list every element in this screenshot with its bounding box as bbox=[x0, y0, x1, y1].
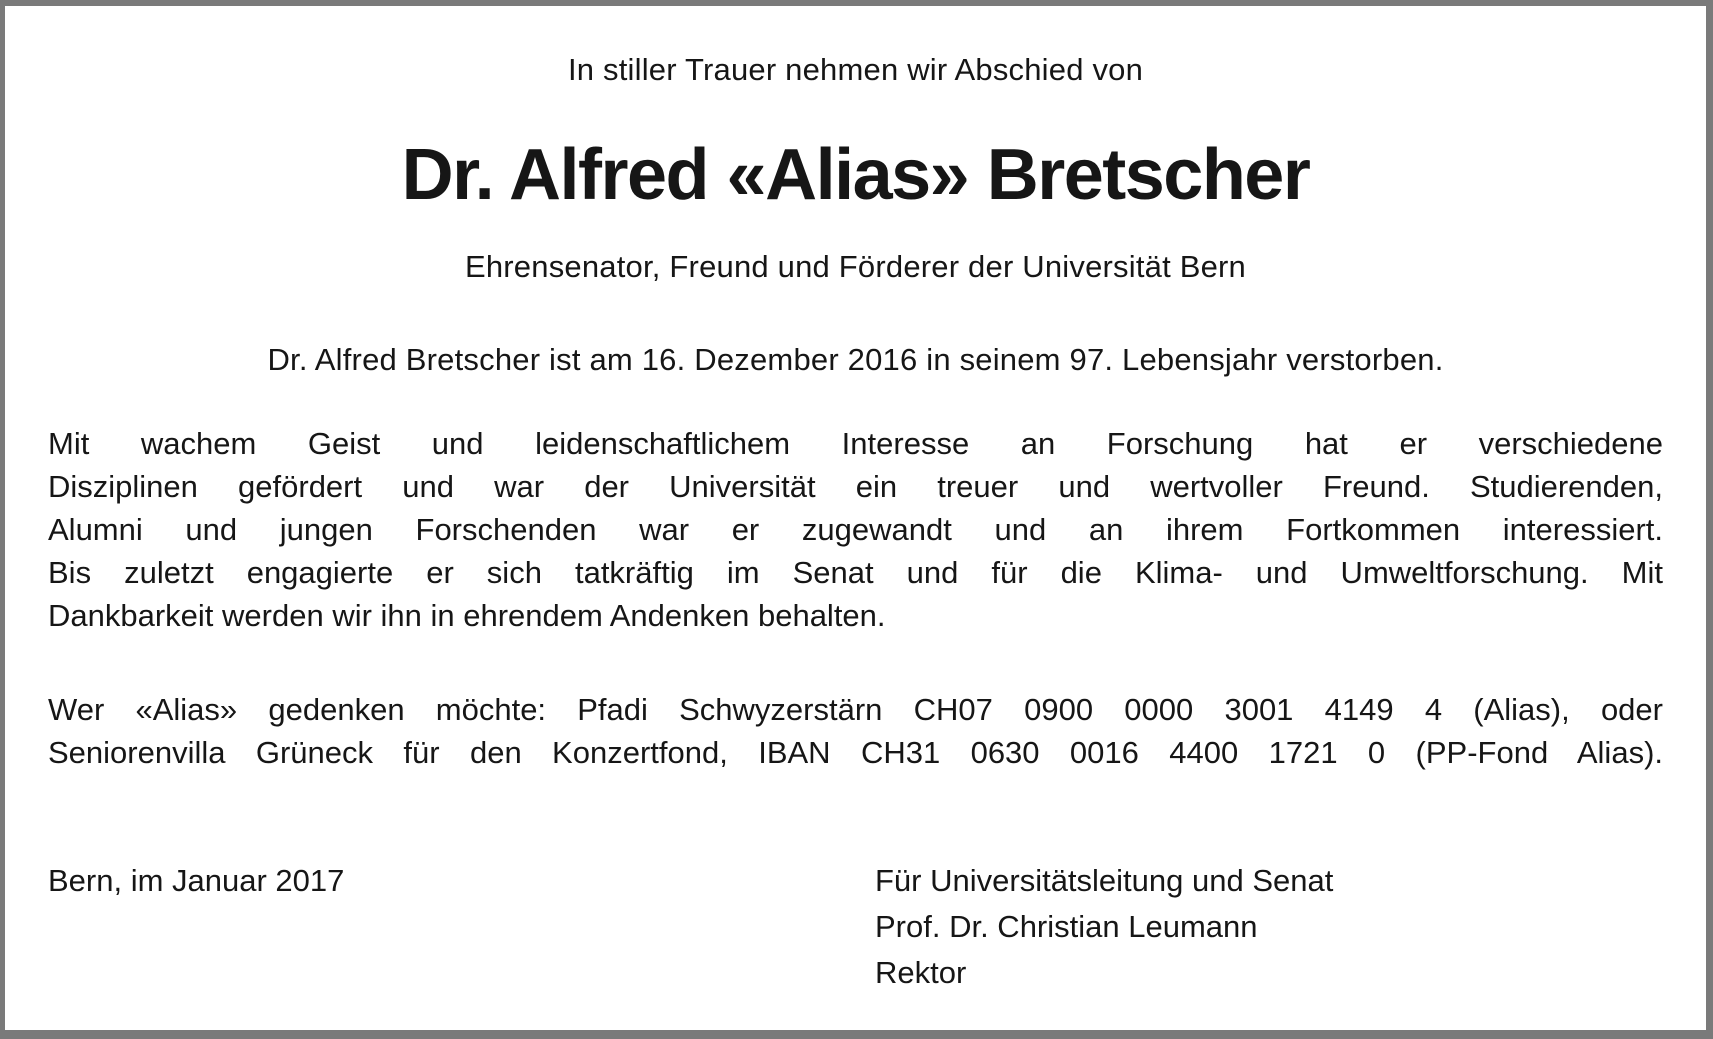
honorary-subtitle: Ehrensenator, Freund und Förderer der Universität Bern bbox=[464, 249, 1247, 284]
donation-paragraph bbox=[48, 688, 1663, 774]
condolence-paragraph bbox=[48, 422, 1663, 637]
place-and-date: Bern, im Januar 2017 bbox=[48, 863, 345, 898]
body-line: Alumni und jungen Forschenden war er zugewandt und an ihrem Fortkommen interessiert. bbox=[48, 512, 1663, 547]
donation-line: Wer «Alias» gedenken möchte: Pfadi Schwyzerstärn CH07 0900 0000 3001 4149 4 (Alias), oder bbox=[48, 692, 1663, 727]
deceased-name-title: Dr. Alfred «Alias» Bretscher bbox=[401, 135, 1310, 215]
donation-line: Seniorenvilla Grüneck für den Konzertfond, IBAN CH31 0630 0016 4400 1721 0 (PP-Fond Alias). bbox=[48, 735, 1663, 770]
intro-line: In stiller Trauer nehmen wir Abschied von bbox=[567, 52, 1144, 87]
body-line: Bis zuletzt engagierte er sich tatkräftig im Senat und für die Klima- und Umweltforschung. Mit bbox=[48, 555, 1663, 590]
death-announcement-line: Dr. Alfred Bretscher ist am 16. Dezember 2016 in seinem 97. Lebensjahr verstorben. bbox=[267, 342, 1444, 377]
signature-line-name: Prof. Dr. Christian Leumann bbox=[875, 909, 1258, 944]
signature-block bbox=[875, 858, 1333, 996]
body-line: Dankbarkeit werden wir ihn in ehrendem Andenken behalten. bbox=[48, 598, 886, 633]
body-line: Disziplinen gefördert und war der Universität ein treuer und wertvoller Freund. Studierenden, bbox=[48, 469, 1663, 504]
signature-line-organization: Für Universitätsleitung und Senat bbox=[875, 863, 1334, 898]
signature-line-role: Rektor bbox=[875, 955, 967, 990]
body-line: Mit wachem Geist und leidenschaftlichem Interesse an Forschung hat er verschiedene bbox=[48, 426, 1663, 461]
